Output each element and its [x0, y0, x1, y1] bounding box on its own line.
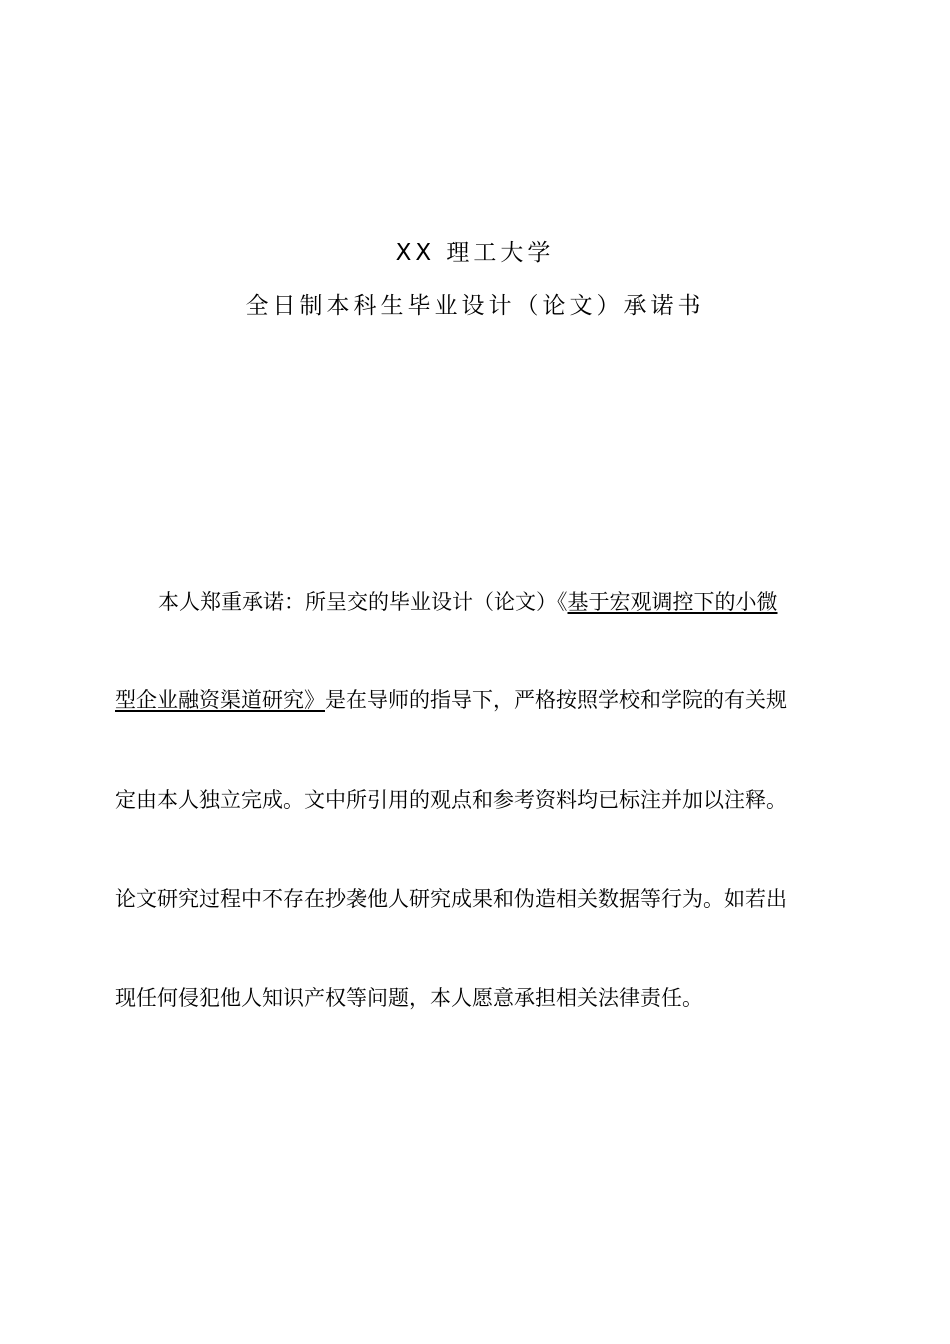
statement-line-3: 定由本人独立完成。文中所引用的观点和参考资料均已标注并加以注释。: [115, 788, 787, 812]
statement-line-4: 论文研究过程中不存在抄袭他人研究成果和伪造相关数据等行为。如若出: [115, 887, 787, 911]
thesis-title-part-2: 型企业融资渠道研究》: [115, 688, 325, 712]
statement-line-5: 现任何侵犯他人知识产权等问题，本人愿意承担相关法律责任。: [115, 986, 703, 1010]
statement-line-1: [158, 590, 888, 614]
statement-line-1-text: 本人郑重承诺：所呈交的毕业设计（论文）《: [158, 590, 568, 614]
thesis-title-part-1: 基于宏观调控下的小微: [567, 590, 778, 614]
university-name: XX 理工大学: [395, 240, 555, 266]
document-title: 全日制本科生毕业设计（论文）承诺书: [245, 293, 705, 319]
statement-line-2-text: 是在导师的指导下，严格按照学校和学院的有关规: [325, 688, 787, 712]
statement-line-2: [115, 688, 845, 712]
